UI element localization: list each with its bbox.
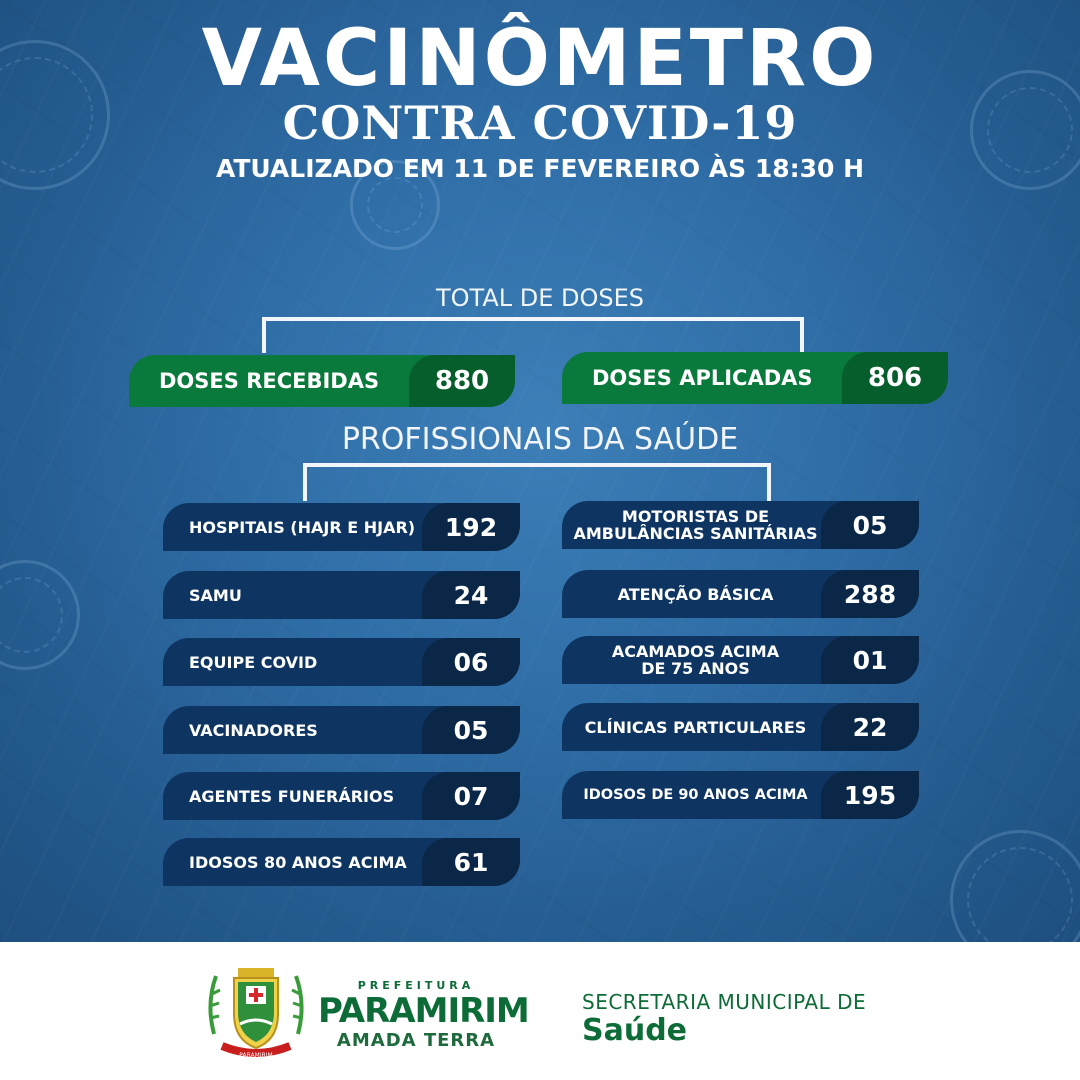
stat-vacinadores	[163, 706, 520, 754]
doses-received-value: 880	[409, 355, 515, 407]
stat-value: 288	[821, 570, 919, 618]
total-doses-heading: TOTAL DE DOSES	[435, 284, 645, 312]
subtitle: CONTRA COVID-19	[282, 96, 798, 150]
stat-value: 22	[821, 703, 919, 751]
stat-agentes-funerarios	[163, 772, 520, 820]
stat-idosos-80	[163, 838, 520, 886]
stat-label: EQUIPE COVID	[189, 652, 318, 672]
doses-applied-pill	[562, 352, 948, 404]
stat-label: ATENÇÃO BÁSICA	[617, 584, 774, 604]
stat-equipe-covid	[163, 638, 520, 686]
doses-applied-value: 806	[842, 352, 948, 404]
secretaria-label: SECRETARIA MUNICIPAL DE	[582, 990, 867, 1014]
stat-label: SAMU	[189, 585, 242, 605]
stat-label: AGENTES FUNERÁRIOS	[189, 786, 395, 806]
stat-value: 24	[422, 571, 520, 619]
paramirim-crest-icon	[204, 964, 308, 1062]
stat-hospitais	[163, 503, 520, 551]
stat-label-line2: DE 75 ANOS	[641, 659, 750, 678]
stat-clinicas-particulares	[562, 703, 919, 751]
stat-label	[562, 508, 821, 542]
secretaria-area: Saúde	[582, 1013, 688, 1048]
footer	[0, 942, 1080, 1080]
stat-value: 195	[821, 771, 919, 819]
stat-label-line1: ACAMADOS ACIMA	[611, 642, 780, 661]
main-title: VACINÔMETRO	[201, 14, 879, 104]
stat-value: 192	[422, 503, 520, 551]
update-timestamp: ATUALIZADO EM 11 DE FEVEREIRO ÀS 18:30 H	[215, 154, 865, 183]
stat-label-line2: AMBULÂNCIAS SANITÁRIAS	[573, 524, 818, 543]
stat-value: 61	[422, 838, 520, 886]
stat-label: IDOSOS 80 ANOS ACIMA	[189, 852, 407, 872]
stat-label: IDOSOS DE 90 ANOS ACIMA	[583, 786, 808, 803]
professionals-bracket	[303, 463, 771, 501]
prefeitura-logo	[318, 979, 529, 1051]
stat-atencao-basica	[562, 570, 919, 618]
stat-value: 06	[422, 638, 520, 686]
stat-motoristas-ambulancias	[562, 501, 919, 549]
doses-applied-label: DOSES APLICADAS	[592, 366, 813, 390]
crest-text: PARAMIRIM	[239, 1052, 273, 1059]
stat-label: VACINADORES	[189, 720, 318, 740]
city-name: PARAMIRIM	[318, 991, 529, 1031]
secretaria-logo	[582, 990, 866, 1048]
stat-idosos-90	[562, 771, 919, 819]
doses-received-pill	[129, 355, 515, 407]
stat-acamados-75	[562, 636, 919, 684]
doses-received-label: DOSES RECEBIDAS	[159, 369, 380, 393]
stat-value: 01	[821, 636, 919, 684]
city-slogan: AMADA TERRA	[336, 1030, 496, 1051]
stat-label	[562, 643, 821, 677]
professionals-heading: PROFISSIONAIS DA SAÚDE	[341, 422, 739, 457]
prefeitura-label: PREFEITURA	[357, 979, 475, 992]
stat-value: 05	[422, 706, 520, 754]
stat-value: 07	[422, 772, 520, 820]
stat-label: CLÍNICAS PARTICULARES	[584, 717, 807, 737]
stat-label-line1: MOTORISTAS DE	[621, 507, 770, 526]
stat-samu	[163, 571, 520, 619]
total-doses-bracket	[262, 317, 804, 353]
stat-value: 05	[821, 501, 919, 549]
stat-label: HOSPITAIS (HAJR E HJAR)	[189, 517, 416, 537]
